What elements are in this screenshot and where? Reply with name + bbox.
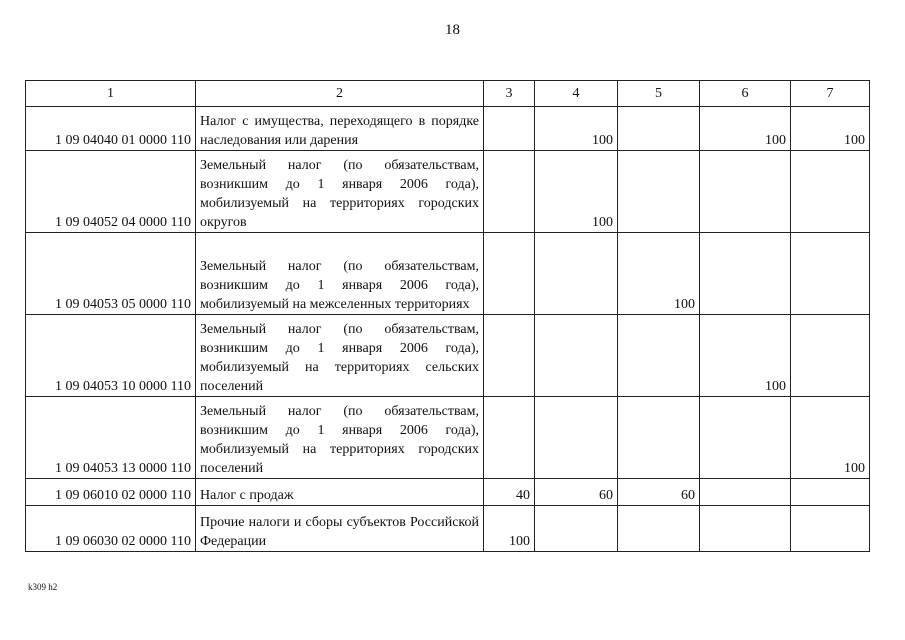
value-cell-col4 [535, 397, 618, 479]
value-cell-col7: 100 [791, 397, 870, 479]
table-row [26, 315, 870, 397]
column-header: 4 [535, 81, 618, 107]
value-cell-col7 [791, 151, 870, 233]
budget-code-cell: 1 09 04040 01 0000 110 [26, 107, 196, 151]
column-header: 6 [700, 81, 791, 107]
value-cell-col6 [700, 151, 791, 233]
column-header: 2 [196, 81, 484, 107]
value-cell-col5 [618, 315, 700, 397]
footer-document-code: k309 h2 [28, 582, 58, 592]
budget-code-cell: 1 09 04053 10 0000 110 [26, 315, 196, 397]
value-cell-col7 [791, 233, 870, 315]
value-cell-col5 [618, 151, 700, 233]
budget-code-cell: 1 09 04053 13 0000 110 [26, 397, 196, 479]
table-row [26, 397, 870, 479]
value-cell-col3 [484, 233, 535, 315]
value-cell-col4: 100 [535, 107, 618, 151]
value-cell-col7 [791, 506, 870, 552]
table-row [26, 151, 870, 233]
column-header: 3 [484, 81, 535, 107]
value-cell-col3 [484, 315, 535, 397]
value-cell-col3 [484, 397, 535, 479]
value-cell-col3: 100 [484, 506, 535, 552]
column-header: 1 [26, 81, 196, 107]
column-header: 5 [618, 81, 700, 107]
page-number: 18 [445, 22, 460, 38]
description-cell: Земельный налог (по обязательствам, возникшим до 1 января 2006 года), мобилизуемый на межселенных территориях [196, 233, 484, 315]
value-cell-col6 [700, 479, 791, 506]
table-row [26, 479, 870, 506]
budget-code-cell: 1 09 04052 04 0000 110 [26, 151, 196, 233]
value-cell-col3 [484, 151, 535, 233]
table-row [26, 506, 870, 552]
value-cell-col4 [535, 315, 618, 397]
table-row [26, 107, 870, 151]
description-cell: Земельный налог (по обязательствам, возникшим до 1 января 2006 года), мобилизуемый на территориях городских поселений [196, 397, 484, 479]
value-cell-col6: 100 [700, 107, 791, 151]
value-cell-col6 [700, 233, 791, 315]
value-cell-col5 [618, 506, 700, 552]
value-cell-col7 [791, 315, 870, 397]
description-cell: Налог с имущества, переходящего в порядке наследования или дарения [196, 107, 484, 151]
budget-table [25, 80, 870, 552]
header-row [26, 81, 870, 107]
value-cell-col3: 40 [484, 479, 535, 506]
value-cell-col5: 60 [618, 479, 700, 506]
value-cell-col3 [484, 107, 535, 151]
value-cell-col4: 100 [535, 151, 618, 233]
value-cell-col6 [700, 397, 791, 479]
value-cell-col7: 100 [791, 107, 870, 151]
budget-code-cell: 1 09 06010 02 0000 110 [26, 479, 196, 506]
value-cell-col6 [700, 506, 791, 552]
column-header: 7 [791, 81, 870, 107]
value-cell-col4 [535, 233, 618, 315]
description-cell: Земельный налог (по обязательствам, возникшим до 1 января 2006 года), мобилизуемый на территориях городских округов [196, 151, 484, 233]
value-cell-col4 [535, 506, 618, 552]
budget-code-cell: 1 09 06030 02 0000 110 [26, 506, 196, 552]
value-cell-col4: 60 [535, 479, 618, 506]
description-cell: Налог с продаж [196, 479, 484, 506]
value-cell-col5: 100 [618, 233, 700, 315]
value-cell-col5 [618, 107, 700, 151]
table-row [26, 233, 870, 315]
value-cell-col6: 100 [700, 315, 791, 397]
value-cell-col7 [791, 479, 870, 506]
budget-code-cell: 1 09 04053 05 0000 110 [26, 233, 196, 315]
value-cell-col5 [618, 397, 700, 479]
description-cell: Прочие налоги и сборы субъектов Российской Федерации [196, 506, 484, 552]
description-cell: Земельный налог (по обязательствам, возникшим до 1 января 2006 года), мобилизуемый на территориях сельских поселений [196, 315, 484, 397]
